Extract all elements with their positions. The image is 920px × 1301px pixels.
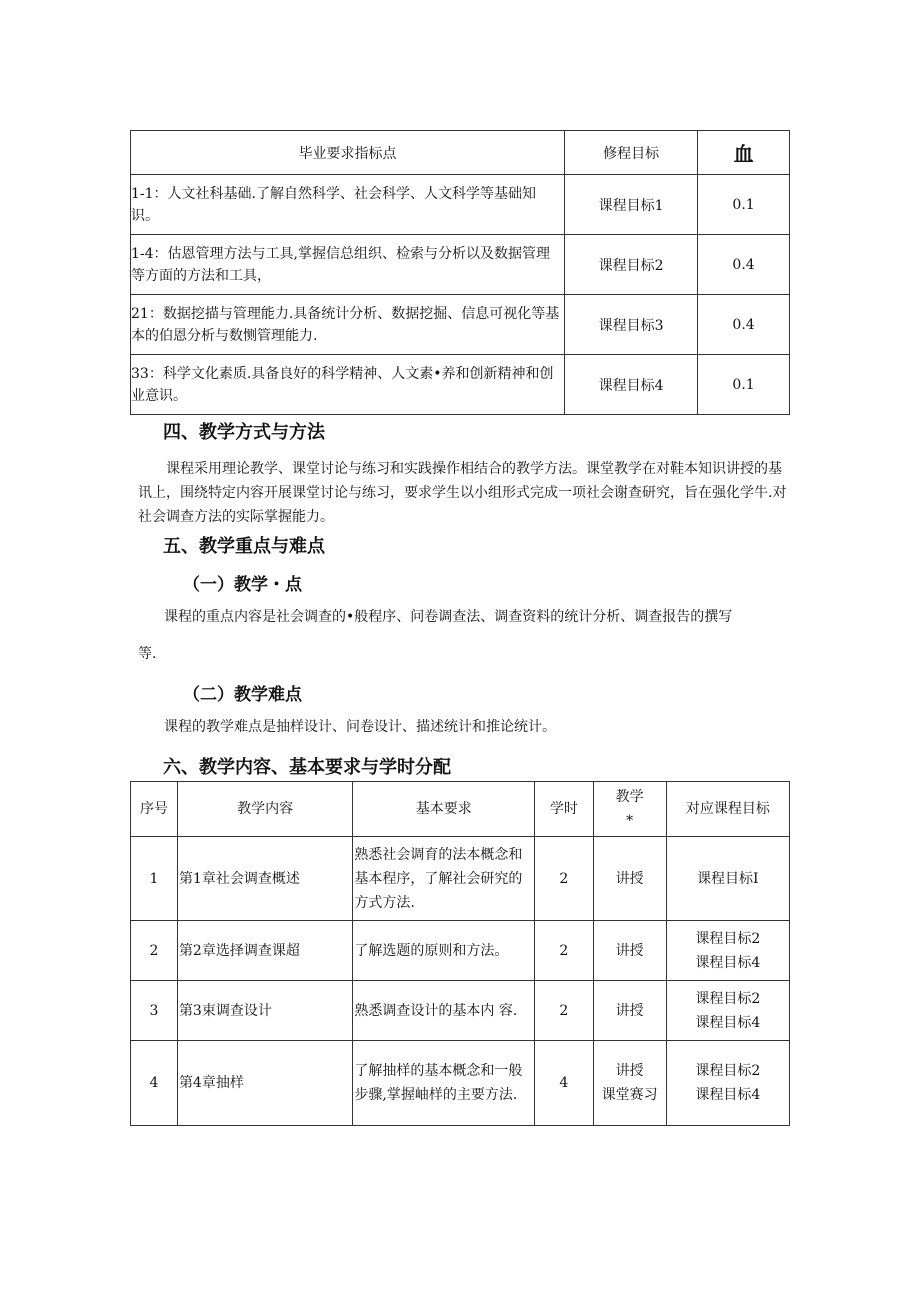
section-heading-content-hours: 六、教学内容、基本要求与学时分配	[163, 757, 451, 778]
row-goals	[666, 837, 789, 921]
header-content: 教学内容	[177, 782, 352, 837]
goal-line: 课程目标4	[695, 954, 761, 971]
goal-line: 课程目标2	[695, 990, 761, 1007]
header-method	[593, 782, 666, 837]
header-no: 序号	[131, 782, 178, 837]
indicator-cell: 1-1：人文社科基础.了解自然科学、社会科学、人文科学等基础知识。	[131, 175, 565, 235]
teaching-content-table	[130, 781, 790, 1126]
weight-cell: 0.1	[698, 175, 790, 235]
indicator-cell: 1-4：估恩管理方法与工具,掌握信总组织、检索与分析以及数据管理等方面的方法和工具，	[131, 235, 565, 295]
table-header-row	[131, 131, 790, 175]
header-indicator: 毕业要求指标点	[131, 131, 565, 175]
table-row	[131, 175, 790, 235]
table-row	[131, 981, 790, 1041]
row-requirements: 熟悉调查设计的基本内 容.	[353, 981, 535, 1041]
goal-line: 课程目标2	[695, 1063, 761, 1079]
goal-cell: 课程目标3	[565, 295, 698, 355]
table-row	[131, 235, 790, 295]
method-line: 讲授	[615, 1063, 644, 1079]
header-method-top: 教学	[615, 789, 644, 805]
weight-cell: 0.1	[698, 355, 790, 415]
indicator-cell: 21：数据挖描与管理能力.具备统计分析、数据挖掘、信息可视化等基本的伯恩分析与数恻管理能力.	[131, 295, 565, 355]
goal-cell: 课程目标1	[565, 175, 698, 235]
row-goals	[666, 921, 789, 981]
teaching-methods-paragraph: 课程采用理论教学、课堂讨论与练习和实践操作相结合的教学方法。课堂教学在对鞋本知识讲授的基讯上，围绕特定内容开展课堂讨论与练习，要求学生以小组形式完成一项社会谢查研究，旨在强化学牛.对社会调查方法的实际掌握能力。	[138, 461, 787, 525]
goal-line: 课程目标I	[697, 870, 759, 887]
row-hours: 4	[535, 1041, 594, 1126]
row-method	[593, 981, 666, 1041]
row-goals	[666, 1041, 789, 1126]
row-requirements: 熟悉社会调育的法本概念和基本程序，了解社会研究的方式方法.	[353, 837, 535, 921]
header-weight: 血	[698, 131, 790, 175]
row-goals	[666, 981, 789, 1041]
row-content: 第3束调查设计	[177, 981, 352, 1041]
row-no: 2	[131, 921, 178, 981]
method-line: 讲授	[615, 1002, 644, 1019]
goal-cell: 课程目标2	[565, 235, 698, 295]
weight-cell: 0.4	[698, 235, 790, 295]
section-heading-key-points: 五、教学重点与难点	[163, 536, 325, 557]
row-no: 4	[131, 1041, 178, 1126]
row-hours: 2	[535, 837, 594, 921]
method-line: 讲授	[615, 870, 644, 887]
row-requirements: 了解选题的原则和方法。	[353, 921, 535, 981]
graduation-requirements-table	[130, 130, 790, 415]
table-row	[131, 837, 790, 921]
header-goal: 对应课程目标	[666, 782, 789, 837]
header-hours: 学时	[535, 782, 594, 837]
method-line: 课堂赛习	[601, 1087, 658, 1103]
row-content: 第2章选择调查课超	[177, 921, 352, 981]
header-course-goal: 修程目标	[565, 131, 698, 175]
subheading-difficulties: （二）教学难点	[183, 685, 302, 705]
row-hours: 2	[535, 921, 594, 981]
subheading-key-points: （一）教学・点	[183, 575, 302, 595]
section-heading-teaching-methods: 四、教学方式与方法	[163, 422, 325, 443]
goal-line: 课程目标2	[695, 930, 761, 947]
header-requirements: 基本要求	[353, 782, 535, 837]
table-row	[131, 921, 790, 981]
table-header-row	[131, 782, 790, 837]
difficulties-paragraph: 课程的教学难点是抽样设计、问卷设计、描述统计和推论统计。	[164, 719, 556, 735]
row-method	[593, 921, 666, 981]
row-no: 1	[131, 837, 178, 921]
key-points-paragraph: 课程的重点内容是社会调查的•般程序、问卷调查法、调查资料的统计分析、调查报告的撰写	[164, 609, 733, 625]
indicator-cell: 33：科学文化素质.具备良好的科学精神、人文素•养和创新精神和创业意识。	[131, 355, 565, 415]
row-method	[593, 837, 666, 921]
row-hours: 2	[535, 981, 594, 1041]
row-method	[593, 1041, 666, 1126]
header-method-bottom: *	[626, 813, 634, 829]
weight-cell: 0.4	[698, 295, 790, 355]
row-no: 3	[131, 981, 178, 1041]
row-requirements: 了解抽样的基本概念和一般步骤,掌握岫样的主要方法.	[353, 1041, 535, 1126]
table-row	[131, 295, 790, 355]
goal-line: 课程目标4	[695, 1087, 761, 1103]
row-content: 第4章抽样	[177, 1041, 352, 1126]
method-line: 讲授	[615, 942, 644, 959]
row-content: 第1章社会调查概述	[177, 837, 352, 921]
table-row	[131, 355, 790, 415]
key-points-paragraph-tail: 等.	[138, 646, 157, 662]
goal-line: 课程目标4	[695, 1014, 761, 1031]
goal-cell: 课程目标4	[565, 355, 698, 415]
table-row	[131, 1041, 790, 1126]
